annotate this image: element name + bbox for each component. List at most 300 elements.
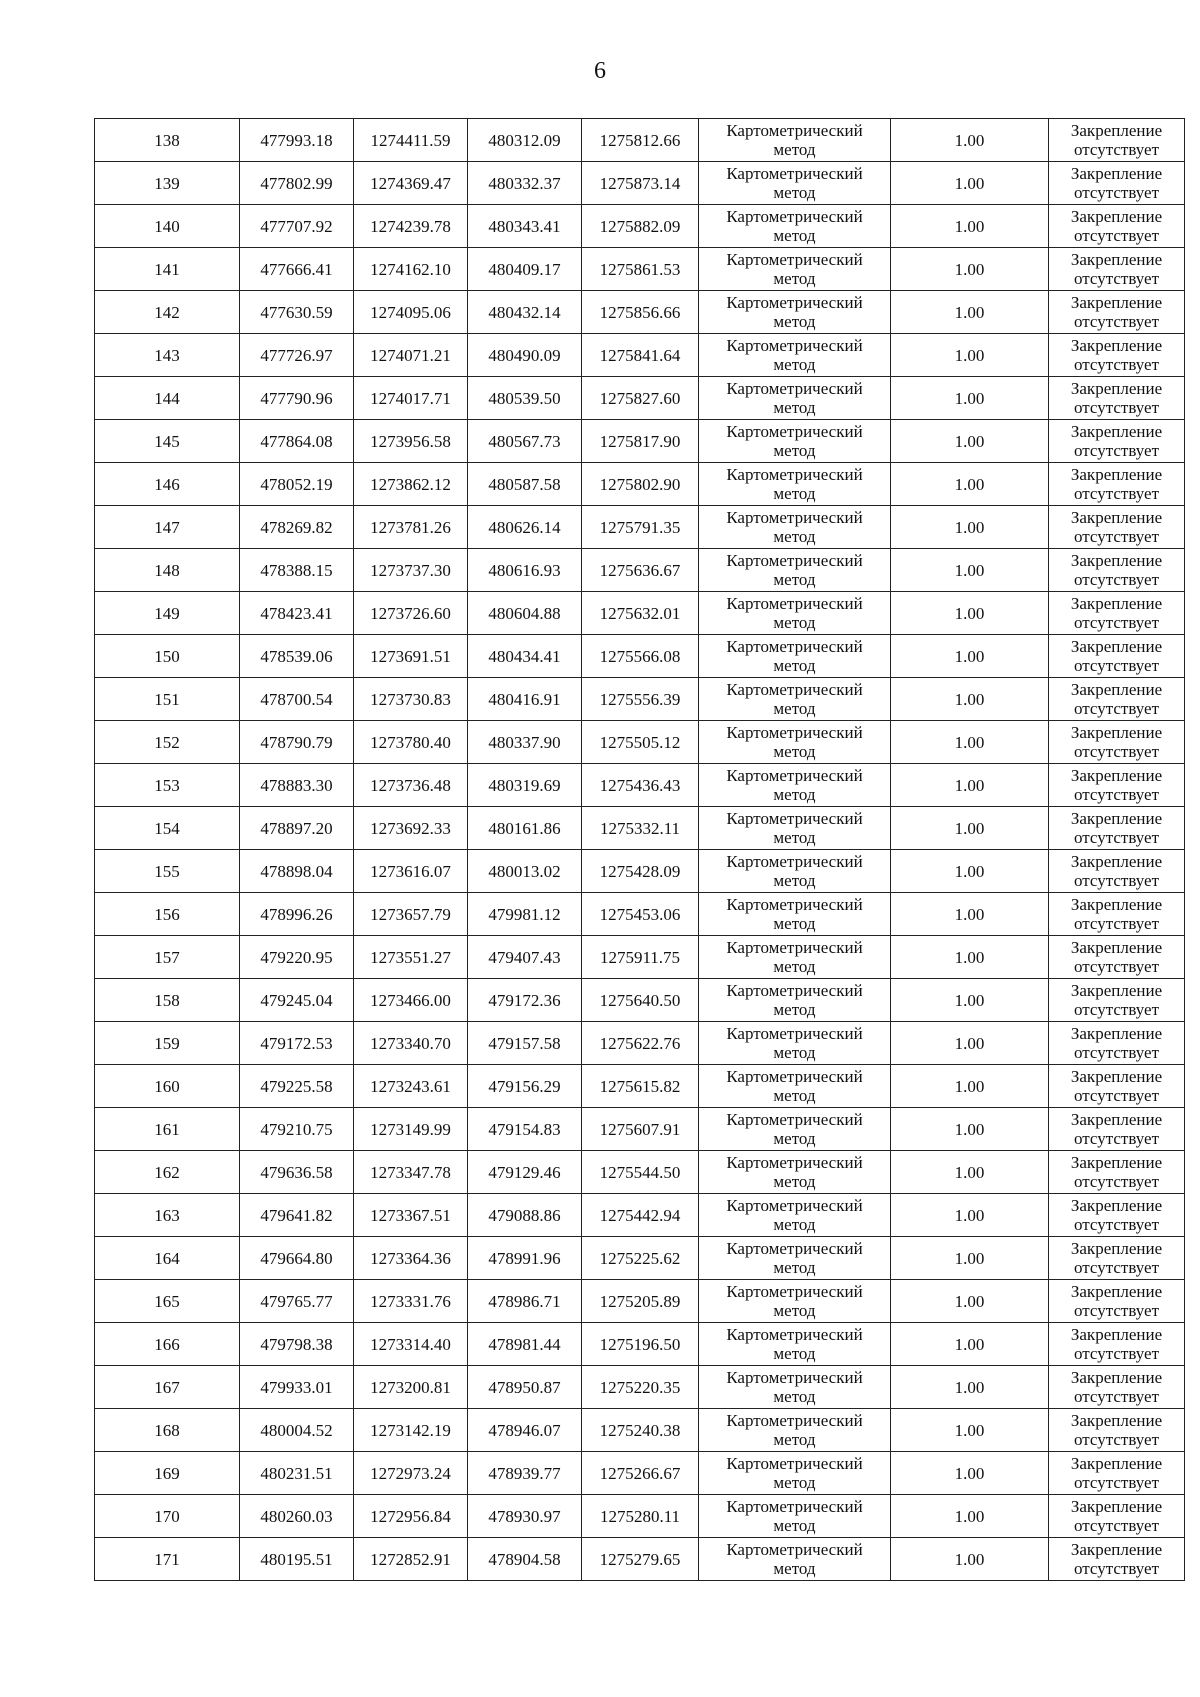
cell-point-number: 163 xyxy=(95,1194,240,1237)
cell-point-number: 155 xyxy=(95,850,240,893)
fixation-line-1: Закрепление xyxy=(1070,938,1163,957)
cell-x-end: 480434.41 xyxy=(468,635,582,678)
fixation-line-2: отсутствует xyxy=(1073,1086,1160,1105)
cell-method xyxy=(699,721,891,764)
table-row xyxy=(95,764,1185,807)
cell-accuracy: 1.00 xyxy=(891,893,1049,936)
cell-fixation xyxy=(1049,1280,1185,1323)
cell-accuracy: 1.00 xyxy=(891,549,1049,592)
cell-y-end: 1275861.53 xyxy=(582,248,699,291)
cell-fixation xyxy=(1049,1108,1185,1151)
table-row xyxy=(95,1323,1185,1366)
cell-y-end: 1275812.66 xyxy=(582,119,699,162)
cell-x-start: 478700.54 xyxy=(240,678,354,721)
cell-y-start: 1273692.33 xyxy=(354,807,468,850)
table-row xyxy=(95,1151,1185,1194)
table-row xyxy=(95,248,1185,291)
fixation-line-1: Закрепление xyxy=(1070,551,1163,570)
method-line-2: метод xyxy=(773,527,816,546)
fixation-line-1: Закрепление xyxy=(1070,1411,1163,1430)
cell-y-start: 1274162.10 xyxy=(354,248,468,291)
cell-y-end: 1275453.06 xyxy=(582,893,699,936)
fixation-line-1: Закрепление xyxy=(1070,1153,1163,1172)
fixation-line-1: Закрепление xyxy=(1070,1282,1163,1301)
method-line-1: Картометрический xyxy=(726,551,863,570)
cell-x-start: 479225.58 xyxy=(240,1065,354,1108)
cell-point-number: 138 xyxy=(95,119,240,162)
cell-x-start: 479220.95 xyxy=(240,936,354,979)
cell-method xyxy=(699,1452,891,1495)
cell-x-start: 478423.41 xyxy=(240,592,354,635)
cell-x-start: 477993.18 xyxy=(240,119,354,162)
cell-fixation xyxy=(1049,420,1185,463)
cell-x-start: 477630.59 xyxy=(240,291,354,334)
fixation-line-2: отсутствует xyxy=(1073,140,1160,159)
cell-method xyxy=(699,506,891,549)
fixation-line-1: Закрепление xyxy=(1070,422,1163,441)
cell-x-start: 477864.08 xyxy=(240,420,354,463)
fixation-line-2: отсутствует xyxy=(1073,1473,1160,1492)
cell-point-number: 168 xyxy=(95,1409,240,1452)
cell-point-number: 149 xyxy=(95,592,240,635)
cell-method xyxy=(699,549,891,592)
cell-y-start: 1273149.99 xyxy=(354,1108,468,1151)
table-row xyxy=(95,1495,1185,1538)
fixation-line-2: отсутствует xyxy=(1073,1215,1160,1234)
cell-y-end: 1275544.50 xyxy=(582,1151,699,1194)
cell-fixation xyxy=(1049,205,1185,248)
cell-x-end: 479088.86 xyxy=(468,1194,582,1237)
method-line-2: метод xyxy=(773,1430,816,1449)
method-line-2: метод xyxy=(773,269,816,288)
fixation-line-2: отсутствует xyxy=(1073,527,1160,546)
cell-y-end: 1275279.65 xyxy=(582,1538,699,1581)
cell-method xyxy=(699,1151,891,1194)
method-line-1: Картометрический xyxy=(726,723,863,742)
cell-fixation xyxy=(1049,549,1185,592)
cell-y-start: 1273200.81 xyxy=(354,1366,468,1409)
cell-x-end: 480539.50 xyxy=(468,377,582,420)
cell-point-number: 144 xyxy=(95,377,240,420)
cell-accuracy: 1.00 xyxy=(891,1022,1049,1065)
cell-y-start: 1273781.26 xyxy=(354,506,468,549)
cell-point-number: 153 xyxy=(95,764,240,807)
table-row xyxy=(95,635,1185,678)
method-line-1: Картометрический xyxy=(726,938,863,957)
fixation-line-1: Закрепление xyxy=(1070,508,1163,527)
cell-y-start: 1273340.70 xyxy=(354,1022,468,1065)
cell-fixation xyxy=(1049,1323,1185,1366)
cell-x-end: 478939.77 xyxy=(468,1452,582,1495)
method-line-2: метод xyxy=(773,1129,816,1148)
fixation-line-2: отсутствует xyxy=(1073,312,1160,331)
cell-point-number: 147 xyxy=(95,506,240,549)
cell-method xyxy=(699,1108,891,1151)
cell-x-start: 480195.51 xyxy=(240,1538,354,1581)
cell-fixation xyxy=(1049,162,1185,205)
fixation-line-2: отсутствует xyxy=(1073,183,1160,202)
cell-fixation xyxy=(1049,807,1185,850)
cell-fixation xyxy=(1049,592,1185,635)
cell-fixation xyxy=(1049,979,1185,1022)
cell-fixation xyxy=(1049,119,1185,162)
cell-x-end: 478946.07 xyxy=(468,1409,582,1452)
fixation-line-2: отсутствует xyxy=(1073,1043,1160,1062)
fixation-line-2: отсутствует xyxy=(1073,226,1160,245)
cell-y-start: 1273736.48 xyxy=(354,764,468,807)
fixation-line-1: Закрепление xyxy=(1070,336,1163,355)
cell-accuracy: 1.00 xyxy=(891,1237,1049,1280)
method-line-2: метод xyxy=(773,312,816,331)
cell-x-end: 479157.58 xyxy=(468,1022,582,1065)
cell-method xyxy=(699,592,891,635)
cell-fixation xyxy=(1049,1022,1185,1065)
cell-method xyxy=(699,1065,891,1108)
cell-y-end: 1275280.11 xyxy=(582,1495,699,1538)
cell-point-number: 156 xyxy=(95,893,240,936)
table-row xyxy=(95,1108,1185,1151)
fixation-line-2: отсутствует xyxy=(1073,656,1160,675)
cell-x-start: 477790.96 xyxy=(240,377,354,420)
cell-y-start: 1273331.76 xyxy=(354,1280,468,1323)
cell-method xyxy=(699,979,891,1022)
cell-fixation xyxy=(1049,463,1185,506)
cell-point-number: 161 xyxy=(95,1108,240,1151)
cell-x-start: 479636.58 xyxy=(240,1151,354,1194)
cell-y-end: 1275428.09 xyxy=(582,850,699,893)
cell-y-end: 1275205.89 xyxy=(582,1280,699,1323)
cell-x-start: 478883.30 xyxy=(240,764,354,807)
cell-accuracy: 1.00 xyxy=(891,678,1049,721)
cell-fixation xyxy=(1049,850,1185,893)
method-line-1: Картометрический xyxy=(726,121,863,140)
cell-point-number: 170 xyxy=(95,1495,240,1538)
cell-accuracy: 1.00 xyxy=(891,1065,1049,1108)
method-line-2: метод xyxy=(773,1344,816,1363)
cell-fixation xyxy=(1049,1237,1185,1280)
cell-x-end: 478981.44 xyxy=(468,1323,582,1366)
cell-y-start: 1274095.06 xyxy=(354,291,468,334)
method-line-1: Картометрический xyxy=(726,1497,863,1516)
method-line-1: Картометрический xyxy=(726,1540,863,1559)
cell-method xyxy=(699,1022,891,1065)
cell-accuracy: 1.00 xyxy=(891,1151,1049,1194)
cell-fixation xyxy=(1049,1538,1185,1581)
method-line-1: Картометрический xyxy=(726,293,863,312)
fixation-line-2: отсутствует xyxy=(1073,1516,1160,1535)
cell-y-start: 1273142.19 xyxy=(354,1409,468,1452)
method-line-1: Картометрический xyxy=(726,164,863,183)
cell-y-start: 1274369.47 xyxy=(354,162,468,205)
cell-y-start: 1273314.40 xyxy=(354,1323,468,1366)
cell-method xyxy=(699,764,891,807)
cell-y-end: 1275640.50 xyxy=(582,979,699,1022)
fixation-line-2: отсутствует xyxy=(1073,613,1160,632)
method-line-2: метод xyxy=(773,441,816,460)
fixation-line-2: отсутствует xyxy=(1073,1387,1160,1406)
fixation-line-2: отсутствует xyxy=(1073,1000,1160,1019)
cell-y-start: 1273364.36 xyxy=(354,1237,468,1280)
cell-method xyxy=(699,1409,891,1452)
cell-x-start: 479798.38 xyxy=(240,1323,354,1366)
cell-point-number: 146 xyxy=(95,463,240,506)
cell-method xyxy=(699,119,891,162)
method-line-2: метод xyxy=(773,1000,816,1019)
cell-x-end: 480337.90 xyxy=(468,721,582,764)
cell-accuracy: 1.00 xyxy=(891,1366,1049,1409)
fixation-line-2: отсутствует xyxy=(1073,742,1160,761)
cell-y-end: 1275873.14 xyxy=(582,162,699,205)
cell-y-start: 1273956.58 xyxy=(354,420,468,463)
table-row xyxy=(95,119,1185,162)
fixation-line-1: Закрепление xyxy=(1070,1497,1163,1516)
method-line-2: метод xyxy=(773,1301,816,1320)
cell-point-number: 158 xyxy=(95,979,240,1022)
cell-y-start: 1273616.07 xyxy=(354,850,468,893)
fixation-line-2: отсутствует xyxy=(1073,441,1160,460)
method-line-2: метод xyxy=(773,742,816,761)
method-line-2: метод xyxy=(773,1387,816,1406)
cell-y-start: 1272956.84 xyxy=(354,1495,468,1538)
table-row xyxy=(95,721,1185,764)
cell-method xyxy=(699,420,891,463)
fixation-line-2: отсутствует xyxy=(1073,957,1160,976)
cell-point-number: 143 xyxy=(95,334,240,377)
cell-accuracy: 1.00 xyxy=(891,979,1049,1022)
cell-y-end: 1275240.38 xyxy=(582,1409,699,1452)
table-row xyxy=(95,936,1185,979)
page-number: 6 xyxy=(594,58,606,84)
cell-method xyxy=(699,936,891,979)
fixation-line-2: отсутствует xyxy=(1073,484,1160,503)
cell-x-start: 477802.99 xyxy=(240,162,354,205)
table-row xyxy=(95,420,1185,463)
cell-x-start: 480231.51 xyxy=(240,1452,354,1495)
table-row xyxy=(95,592,1185,635)
cell-fixation xyxy=(1049,1366,1185,1409)
table-row xyxy=(95,678,1185,721)
fixation-line-2: отсутствует xyxy=(1073,871,1160,890)
cell-point-number: 151 xyxy=(95,678,240,721)
cell-x-start: 480004.52 xyxy=(240,1409,354,1452)
cell-method xyxy=(699,1366,891,1409)
fixation-line-1: Закрепление xyxy=(1070,1067,1163,1086)
table-row xyxy=(95,1409,1185,1452)
cell-x-start: 479933.01 xyxy=(240,1366,354,1409)
cell-method xyxy=(699,807,891,850)
cell-y-end: 1275566.08 xyxy=(582,635,699,678)
table-body xyxy=(95,119,1185,1581)
fixation-line-1: Закрепление xyxy=(1070,1325,1163,1344)
table-row xyxy=(95,850,1185,893)
fixation-line-1: Закрепление xyxy=(1070,766,1163,785)
cell-method xyxy=(699,1538,891,1581)
cell-x-start: 479245.04 xyxy=(240,979,354,1022)
method-line-1: Картометрический xyxy=(726,895,863,914)
method-line-2: метод xyxy=(773,1172,816,1191)
cell-accuracy: 1.00 xyxy=(891,1323,1049,1366)
cell-x-start: 478898.04 xyxy=(240,850,354,893)
fixation-line-1: Закрепление xyxy=(1070,981,1163,1000)
method-line-2: метод xyxy=(773,914,816,933)
method-line-1: Картометрический xyxy=(726,1110,863,1129)
cell-y-end: 1275225.62 xyxy=(582,1237,699,1280)
cell-x-end: 480416.91 xyxy=(468,678,582,721)
cell-y-start: 1273691.51 xyxy=(354,635,468,678)
table-row xyxy=(95,893,1185,936)
cell-x-end: 480587.58 xyxy=(468,463,582,506)
table-row xyxy=(95,1065,1185,1108)
method-line-1: Картометрический xyxy=(726,680,863,699)
cell-method xyxy=(699,678,891,721)
cell-fixation xyxy=(1049,291,1185,334)
table-row xyxy=(95,205,1185,248)
cell-x-start: 478388.15 xyxy=(240,549,354,592)
fixation-line-1: Закрепление xyxy=(1070,594,1163,613)
cell-x-start: 479172.53 xyxy=(240,1022,354,1065)
method-line-2: метод xyxy=(773,140,816,159)
method-line-1: Картометрический xyxy=(726,465,863,484)
cell-fixation xyxy=(1049,1151,1185,1194)
fixation-line-2: отсутствует xyxy=(1073,570,1160,589)
cell-x-start: 479664.80 xyxy=(240,1237,354,1280)
fixation-line-1: Закрепление xyxy=(1070,250,1163,269)
cell-x-start: 478790.79 xyxy=(240,721,354,764)
cell-y-start: 1274071.21 xyxy=(354,334,468,377)
fixation-line-1: Закрепление xyxy=(1070,1024,1163,1043)
fixation-line-2: отсутствует xyxy=(1073,914,1160,933)
fixation-line-1: Закрепление xyxy=(1070,121,1163,140)
cell-method xyxy=(699,162,891,205)
cell-x-end: 480312.09 xyxy=(468,119,582,162)
table-row xyxy=(95,1237,1185,1280)
cell-y-end: 1275841.64 xyxy=(582,334,699,377)
cell-x-end: 480567.73 xyxy=(468,420,582,463)
cell-y-end: 1275827.60 xyxy=(582,377,699,420)
cell-x-end: 480319.69 xyxy=(468,764,582,807)
fixation-line-1: Закрепление xyxy=(1070,1239,1163,1258)
cell-y-start: 1273347.78 xyxy=(354,1151,468,1194)
method-line-1: Картометрический xyxy=(726,1411,863,1430)
method-line-2: метод xyxy=(773,656,816,675)
cell-y-start: 1272973.24 xyxy=(354,1452,468,1495)
cell-point-number: 152 xyxy=(95,721,240,764)
table-row xyxy=(95,1280,1185,1323)
cell-x-end: 480626.14 xyxy=(468,506,582,549)
table-row xyxy=(95,334,1185,377)
cell-accuracy: 1.00 xyxy=(891,377,1049,420)
cell-method xyxy=(699,291,891,334)
cell-fixation xyxy=(1049,334,1185,377)
table-row xyxy=(95,463,1185,506)
table-row xyxy=(95,549,1185,592)
fixation-line-2: отсутствует xyxy=(1073,828,1160,847)
cell-accuracy: 1.00 xyxy=(891,1280,1049,1323)
fixation-line-1: Закрепление xyxy=(1070,680,1163,699)
fixation-line-1: Закрепление xyxy=(1070,1368,1163,1387)
cell-point-number: 165 xyxy=(95,1280,240,1323)
method-line-2: метод xyxy=(773,484,816,503)
method-line-1: Картометрический xyxy=(726,1454,863,1473)
method-line-2: метод xyxy=(773,957,816,976)
cell-accuracy: 1.00 xyxy=(891,635,1049,678)
cell-accuracy: 1.00 xyxy=(891,1538,1049,1581)
method-line-2: метод xyxy=(773,1559,816,1578)
cell-y-end: 1275817.90 xyxy=(582,420,699,463)
cell-x-end: 479129.46 xyxy=(468,1151,582,1194)
table-row xyxy=(95,807,1185,850)
fixation-line-2: отсутствует xyxy=(1073,1172,1160,1191)
method-line-2: метод xyxy=(773,1215,816,1234)
cell-accuracy: 1.00 xyxy=(891,1495,1049,1538)
cell-method xyxy=(699,463,891,506)
cell-y-end: 1275436.43 xyxy=(582,764,699,807)
method-line-1: Картометрический xyxy=(726,594,863,613)
cell-accuracy: 1.00 xyxy=(891,764,1049,807)
cell-y-end: 1275556.39 xyxy=(582,678,699,721)
fixation-line-1: Закрепление xyxy=(1070,164,1163,183)
method-line-1: Картометрический xyxy=(726,1067,863,1086)
cell-x-end: 479981.12 xyxy=(468,893,582,936)
fixation-line-1: Закрепление xyxy=(1070,723,1163,742)
method-line-1: Картометрический xyxy=(726,766,863,785)
cell-accuracy: 1.00 xyxy=(891,205,1049,248)
cell-x-start: 479641.82 xyxy=(240,1194,354,1237)
cell-y-end: 1275802.90 xyxy=(582,463,699,506)
cell-x-end: 480343.41 xyxy=(468,205,582,248)
cell-x-start: 477666.41 xyxy=(240,248,354,291)
cell-y-start: 1273657.79 xyxy=(354,893,468,936)
method-line-1: Картометрический xyxy=(726,422,863,441)
cell-x-end: 480332.37 xyxy=(468,162,582,205)
cell-accuracy: 1.00 xyxy=(891,1108,1049,1151)
fixation-line-2: отсутствует xyxy=(1073,1559,1160,1578)
fixation-line-2: отсутствует xyxy=(1073,1430,1160,1449)
cell-x-end: 479172.36 xyxy=(468,979,582,1022)
cell-fixation xyxy=(1049,1065,1185,1108)
table-row xyxy=(95,1452,1185,1495)
method-line-2: метод xyxy=(773,613,816,632)
cell-fixation xyxy=(1049,377,1185,420)
table-row xyxy=(95,979,1185,1022)
fixation-line-2: отсутствует xyxy=(1073,1344,1160,1363)
cell-y-end: 1275615.82 xyxy=(582,1065,699,1108)
cell-point-number: 140 xyxy=(95,205,240,248)
cell-accuracy: 1.00 xyxy=(891,119,1049,162)
cell-y-start: 1273737.30 xyxy=(354,549,468,592)
fixation-line-2: отсутствует xyxy=(1073,1301,1160,1320)
cell-accuracy: 1.00 xyxy=(891,592,1049,635)
method-line-1: Картометрический xyxy=(726,1196,863,1215)
table-row xyxy=(95,377,1185,420)
cell-method xyxy=(699,377,891,420)
cell-point-number: 157 xyxy=(95,936,240,979)
cell-point-number: 169 xyxy=(95,1452,240,1495)
cell-method xyxy=(699,635,891,678)
cell-fixation xyxy=(1049,1452,1185,1495)
cell-x-start: 478897.20 xyxy=(240,807,354,850)
cell-fixation xyxy=(1049,678,1185,721)
cell-x-end: 478986.71 xyxy=(468,1280,582,1323)
cell-x-start: 478996.26 xyxy=(240,893,354,936)
fixation-line-1: Закрепление xyxy=(1070,293,1163,312)
method-line-2: метод xyxy=(773,355,816,374)
cell-y-end: 1275220.35 xyxy=(582,1366,699,1409)
cell-point-number: 162 xyxy=(95,1151,240,1194)
cell-method xyxy=(699,205,891,248)
cell-y-end: 1275911.75 xyxy=(582,936,699,979)
method-line-2: метод xyxy=(773,570,816,589)
